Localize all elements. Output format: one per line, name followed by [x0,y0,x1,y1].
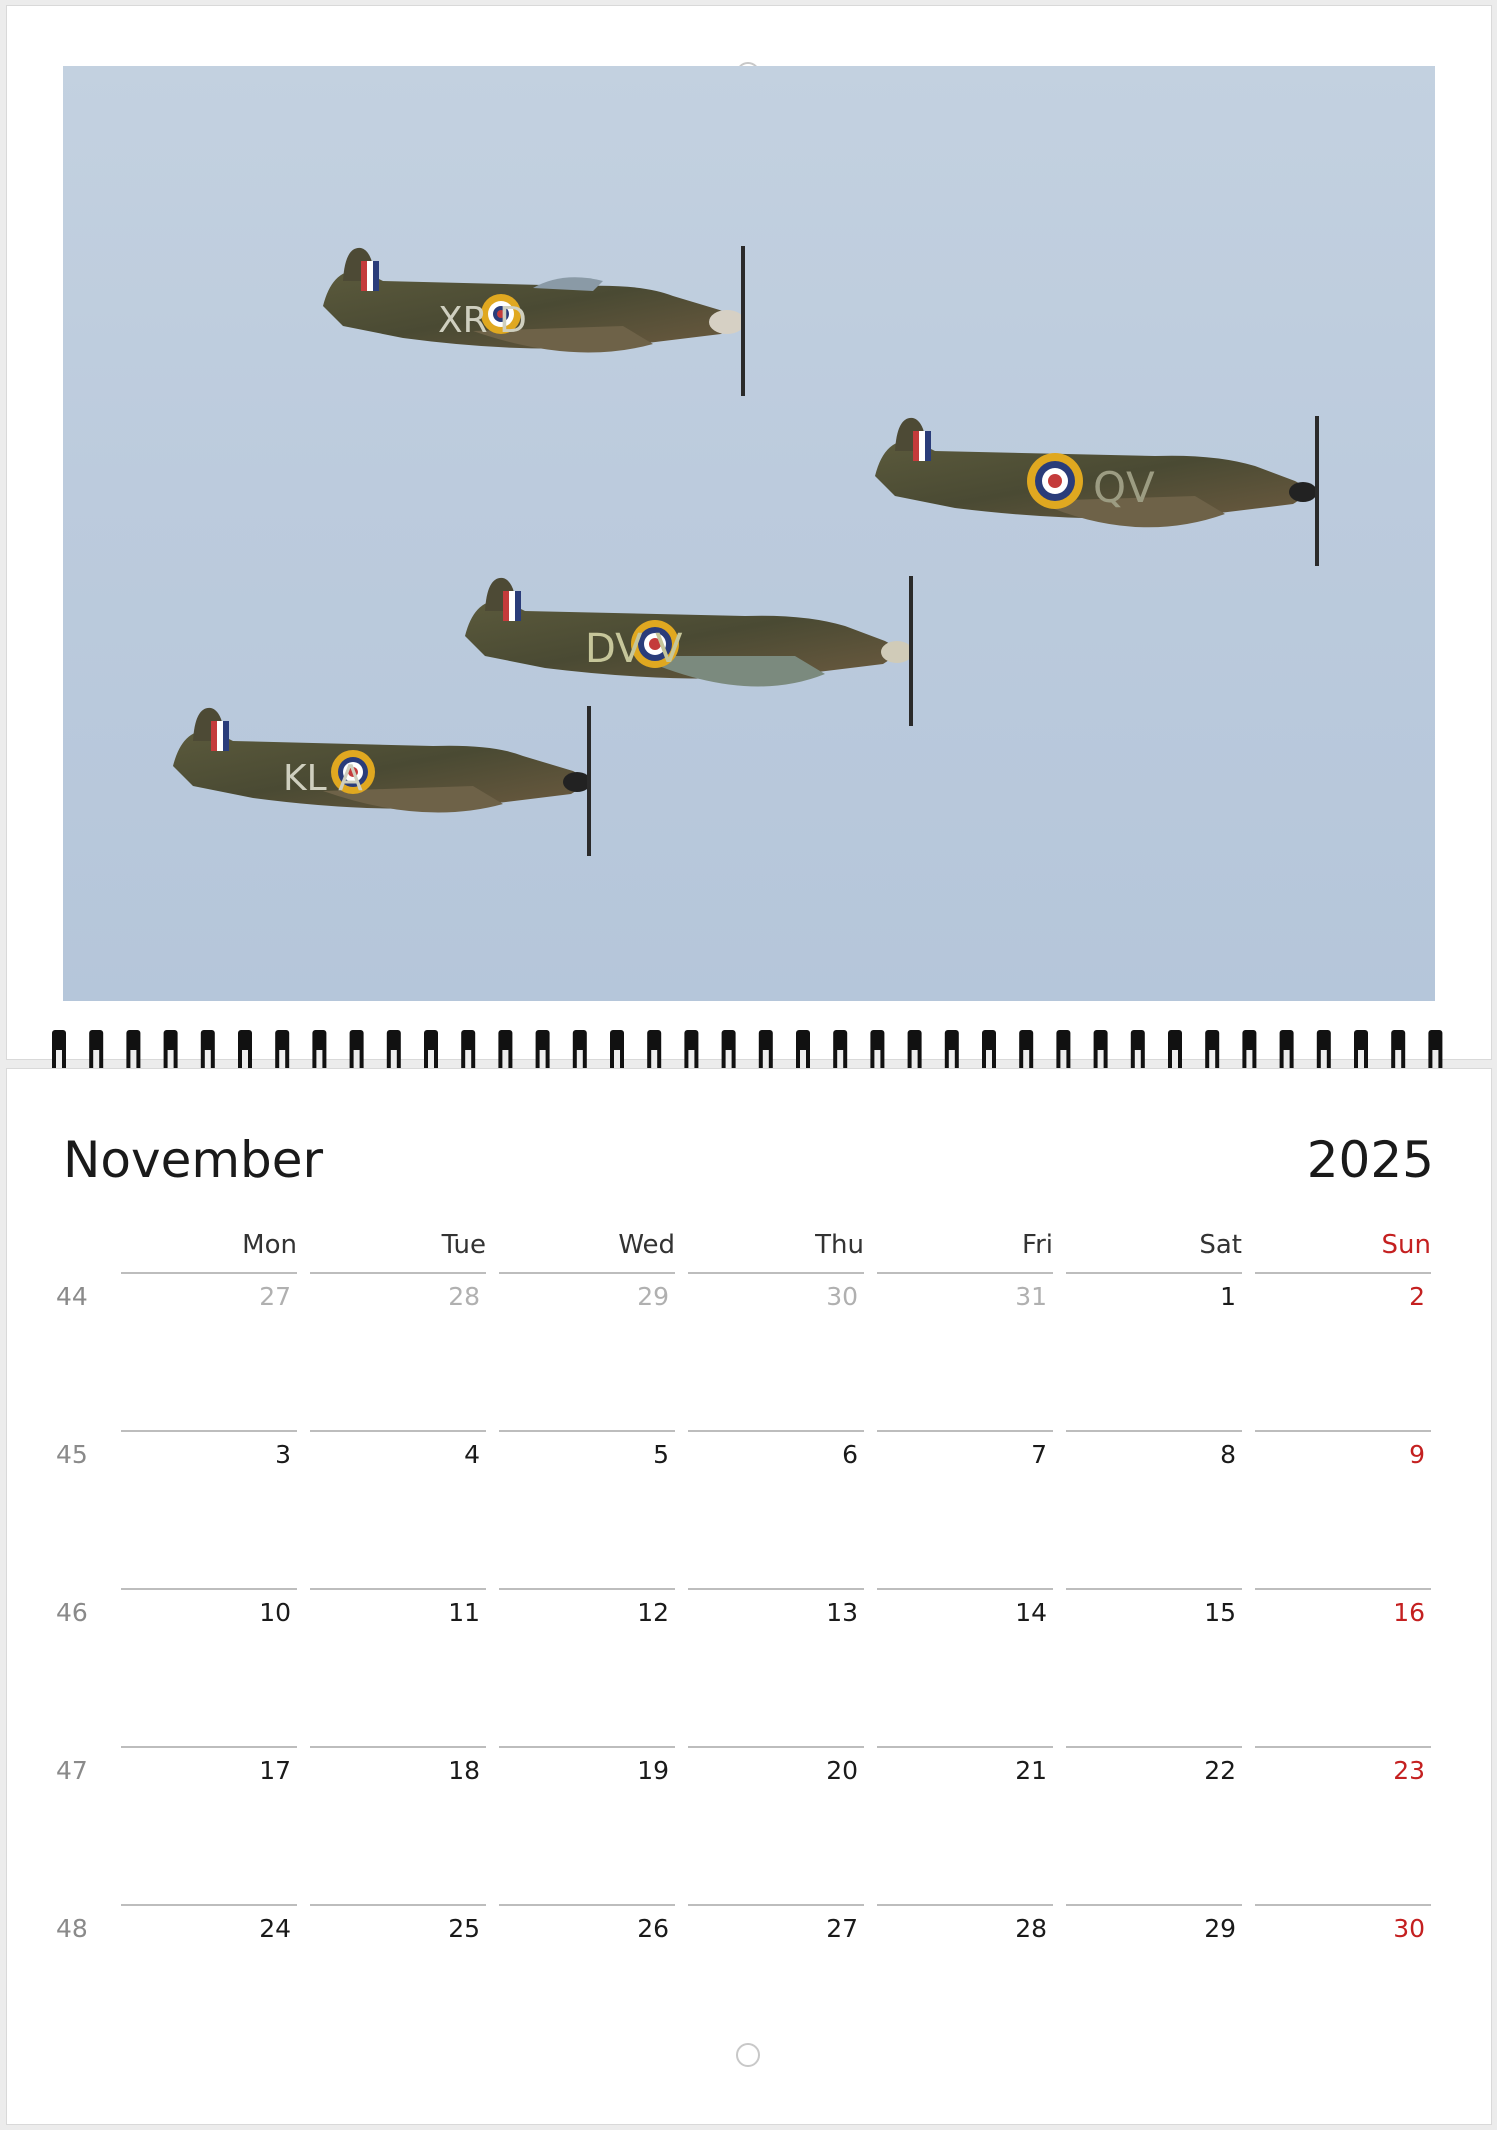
day-number: 27 [826,1914,858,1943]
day-number: 28 [1015,1914,1047,1943]
day-number: 30 [1393,1914,1425,1943]
day-cell-divider [1066,1904,1242,1906]
weekday-thu: Thu [815,1230,864,1260]
week-number: 48 [56,1914,88,1943]
day-number: 29 [1204,1914,1236,1943]
day-cell-divider [121,1430,297,1432]
hanging-hole-bottom [736,2043,760,2067]
day-cell-divider [877,1272,1053,1274]
day-cell-divider [1255,1588,1431,1590]
day-cell-divider [877,1588,1053,1590]
day-cell-divider [877,1430,1053,1432]
day-cell-divider [121,1272,297,1274]
day-cell-divider [1255,1430,1431,1432]
day-number: 10 [259,1598,291,1627]
day-cell-divider [310,1746,486,1748]
day-number: 25 [448,1914,480,1943]
weekday-fri: Fri [1022,1230,1053,1260]
weekday-wed: Wed [618,1230,675,1260]
day-cell-divider [688,1272,864,1274]
day-number: 24 [259,1914,291,1943]
day-cell-divider [1066,1430,1242,1432]
day-cell-divider [1255,1746,1431,1748]
day-cell-divider [310,1272,486,1274]
day-number: 13 [826,1598,858,1627]
day-cell-divider [121,1746,297,1748]
day-cell-divider [499,1746,675,1748]
day-number: 2 [1409,1282,1425,1311]
day-cell-divider [499,1272,675,1274]
day-cell-divider [499,1904,675,1906]
day-number: 15 [1204,1598,1236,1627]
day-number: 16 [1393,1598,1425,1627]
aircraft-illustration [63,66,1435,1001]
day-cell-divider [310,1430,486,1432]
day-number: 5 [653,1440,669,1469]
day-cell-divider [688,1904,864,1906]
day-number: 21 [1015,1756,1047,1785]
day-cell-divider [688,1588,864,1590]
day-number: 30 [826,1282,858,1311]
week-number: 46 [56,1598,88,1627]
day-cell-divider [877,1746,1053,1748]
spitfire-kl-a [173,706,591,856]
code-xr: XR D [438,300,527,341]
day-cell-divider [877,1904,1053,1906]
weekday-sat: Sat [1199,1230,1242,1260]
day-number: 26 [637,1914,669,1943]
day-cell-divider [310,1904,486,1906]
day-number: 28 [448,1282,480,1311]
day-number: 7 [1031,1440,1047,1469]
day-number: 18 [448,1756,480,1785]
week-number: 47 [56,1756,88,1785]
day-number: 23 [1393,1756,1425,1785]
code-kl: KL A [283,758,363,799]
day-number: 22 [1204,1756,1236,1785]
day-cell-divider [1066,1272,1242,1274]
day-number: 6 [842,1440,858,1469]
spitfire-xr-d [323,246,745,396]
day-number: 11 [448,1598,480,1627]
day-number: 19 [637,1756,669,1785]
year-title: 2025 [1306,1131,1434,1189]
day-cell-divider [499,1588,675,1590]
month-title: November [63,1131,324,1189]
day-cell-divider [688,1430,864,1432]
day-number: 20 [826,1756,858,1785]
day-number: 12 [637,1598,669,1627]
spitfire-dv-v [465,576,913,726]
day-cell-divider [121,1904,297,1906]
day-cell-divider [1255,1272,1431,1274]
day-number: 31 [1015,1282,1047,1311]
code-dv: DV V [585,626,683,672]
day-number: 1 [1220,1282,1236,1311]
weekday-sun: Sun [1381,1230,1431,1260]
day-cell-divider [1066,1588,1242,1590]
code-qv: QV [1093,463,1155,512]
day-number: 9 [1409,1440,1425,1469]
weekday-tue: Tue [441,1230,486,1260]
day-cell-divider [1255,1904,1431,1906]
day-cell-divider [499,1430,675,1432]
weekday-mon: Mon [242,1230,297,1260]
bottom-calendar-page [6,1068,1492,2125]
spitfire-qv [875,416,1319,566]
day-number: 29 [637,1282,669,1311]
day-number: 17 [259,1756,291,1785]
day-number: 27 [259,1282,291,1311]
day-cell-divider [1066,1746,1242,1748]
day-cell-divider [121,1588,297,1590]
day-number: 8 [1220,1440,1236,1469]
day-number: 14 [1015,1598,1047,1627]
week-number: 44 [56,1282,88,1311]
day-number: 4 [464,1440,480,1469]
day-number: 3 [275,1440,291,1469]
week-number: 45 [56,1440,88,1469]
spitfire-formation-photo [63,66,1435,1001]
day-cell-divider [310,1588,486,1590]
day-cell-divider [688,1746,864,1748]
